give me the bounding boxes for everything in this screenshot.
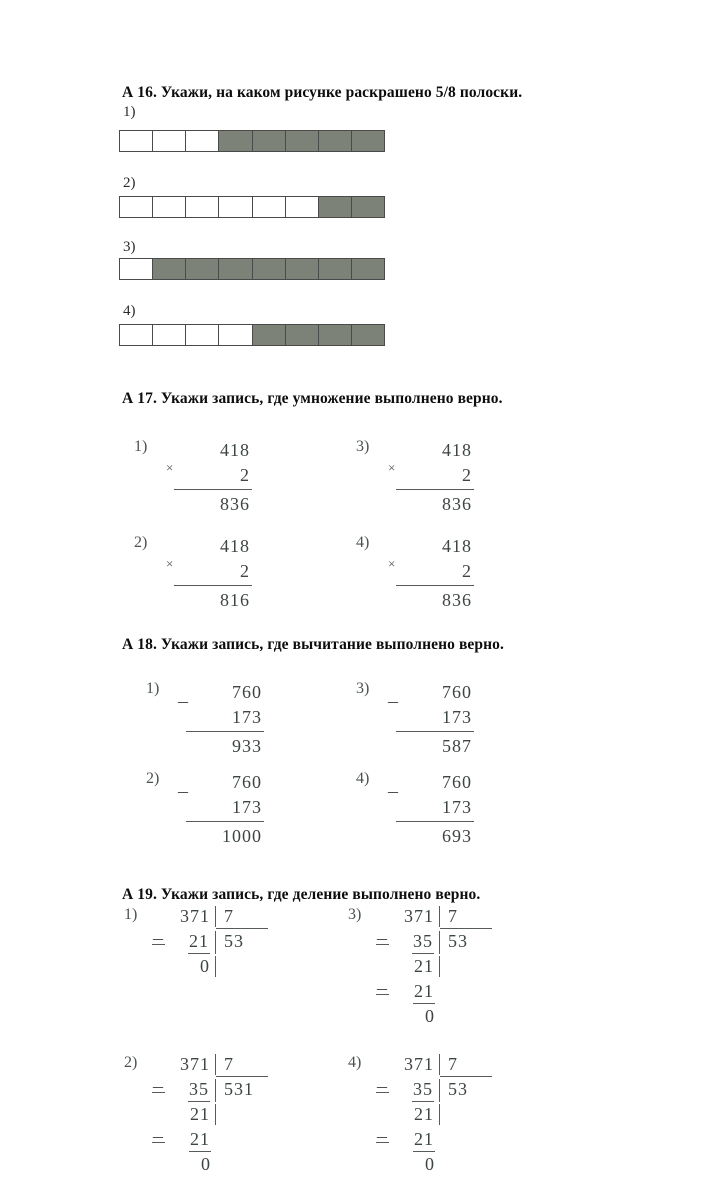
strip-cell-filled	[319, 131, 352, 151]
sub-rule-3	[396, 731, 474, 732]
division-divisor: 7	[216, 906, 268, 929]
mult-operand2-4: 2	[462, 561, 472, 581]
minus-icon: –	[377, 1125, 388, 1147]
minus-icon: –	[153, 927, 164, 949]
strip-cell-filled	[153, 259, 186, 279]
division-step-value: 21	[382, 1104, 440, 1125]
strip-cell-filled	[286, 131, 319, 151]
long-division	[153, 906, 268, 981]
strip-cell-empty	[153, 197, 186, 217]
div-option-1-label: 1)	[124, 906, 138, 923]
sub-operand1-3: 760	[442, 682, 472, 702]
strip-cell-filled	[253, 325, 286, 345]
strip-cell-empty	[120, 197, 153, 217]
multiply-operator-3: ×	[388, 460, 396, 475]
strip-cell-filled	[352, 131, 384, 151]
division-step-value: – 35	[382, 931, 440, 954]
strip-cell-filled	[286, 259, 319, 279]
division-step-value: 0	[425, 1006, 435, 1026]
question-a19-heading: А 19. Укажи запись, где деление выполнено верно.	[122, 886, 481, 903]
sub-option-4-label: 4)	[356, 770, 370, 787]
div-option-3-label: 3)	[348, 906, 362, 923]
strip-option-label-3: 3)	[123, 239, 136, 255]
strip-cell-empty	[120, 325, 153, 345]
division-quotient: 53	[448, 1079, 468, 1099]
division-step-value: 21	[158, 1104, 216, 1125]
strip-cell-filled	[219, 131, 252, 151]
strip-option-2[interactable]	[119, 196, 385, 218]
multiply-operator-4: ×	[388, 556, 396, 571]
sub-rule-4	[396, 821, 474, 822]
strip-option-label-1: 1)	[123, 104, 136, 120]
long-division	[377, 1054, 492, 1179]
minus-icon: –	[377, 1075, 388, 1097]
strip-cell-filled	[186, 259, 219, 279]
minus-icon: –	[153, 1125, 164, 1147]
multiply-operator-2: ×	[166, 556, 174, 571]
mult-rule-2	[174, 585, 252, 586]
strip-option-1[interactable]	[119, 130, 385, 152]
mult-option-4-label: 4)	[356, 534, 370, 551]
multiply-operator-1: ×	[166, 460, 174, 475]
division-step-value: 21	[382, 956, 440, 977]
subtract-operator-3: –	[388, 690, 398, 712]
strip-cell-filled	[319, 325, 352, 345]
mult-operand1-4: 418	[442, 536, 472, 556]
sub-option-3-label: 3)	[356, 680, 370, 697]
sub-operand1-4: 760	[442, 772, 472, 792]
division-quotient: 53	[224, 931, 244, 951]
mult-result-1: 836	[220, 494, 250, 514]
mult-rule-4	[396, 585, 474, 586]
minus-icon: –	[153, 1075, 164, 1097]
mult-option-3-label: 3)	[356, 438, 370, 455]
division-quotient: 53	[448, 931, 468, 951]
division-step-value: – 21	[158, 931, 216, 954]
division-step-value: 0	[425, 1154, 435, 1174]
sub-result-2: 1000	[222, 826, 262, 846]
question-a17-heading: А 17. Укажи запись, где умножение выполнено верно.	[122, 390, 503, 407]
division-step-value: 0	[201, 1154, 211, 1174]
sub-rule-1	[186, 731, 264, 732]
subtract-operator-1: –	[178, 690, 188, 712]
strip-cell-empty	[120, 259, 153, 279]
mult-result-3: 836	[442, 494, 472, 514]
sub-result-3: 587	[442, 736, 472, 756]
strip-cell-filled	[319, 259, 352, 279]
division-dividend: 371	[158, 1054, 216, 1075]
sub-operand1-2: 760	[232, 772, 262, 792]
mult-operand2-1: 2	[240, 465, 250, 485]
strip-cell-empty	[253, 197, 286, 217]
subtract-operator-4: –	[388, 780, 398, 802]
strip-cell-empty	[120, 131, 153, 151]
sub-rule-2	[186, 821, 264, 822]
mult-operand2-2: 2	[240, 561, 250, 581]
strip-cell-empty	[186, 325, 219, 345]
strip-option-label-2: 2)	[123, 175, 136, 191]
strip-option-4[interactable]	[119, 324, 385, 346]
strip-cell-filled	[286, 325, 319, 345]
strip-cell-filled	[253, 259, 286, 279]
strip-cell-filled	[352, 197, 384, 217]
sub-result-4: 693	[442, 826, 472, 846]
mult-result-2: 816	[220, 590, 250, 610]
strip-cell-empty	[153, 325, 186, 345]
sub-operand1-1: 760	[232, 682, 262, 702]
mult-option-2-label: 2)	[134, 534, 148, 551]
strip-cell-filled	[253, 131, 286, 151]
mult-operand2-3: 2	[462, 465, 472, 485]
division-step-value: – 21	[382, 981, 440, 1004]
strip-cell-empty	[186, 197, 219, 217]
division-step-value: – 35	[158, 1079, 216, 1102]
strip-cell-filled	[219, 259, 252, 279]
mult-rule-1	[174, 489, 252, 490]
division-dividend: 371	[382, 906, 440, 927]
strip-cell-empty	[186, 131, 219, 151]
sub-operand2-1: 173	[232, 707, 262, 727]
division-step-value: – 21	[158, 1129, 216, 1152]
mult-rule-3	[396, 489, 474, 490]
sub-option-1-label: 1)	[146, 680, 160, 697]
division-step-value: – 21	[382, 1129, 440, 1152]
subtract-operator-2: –	[178, 780, 188, 802]
strip-cell-empty	[219, 325, 252, 345]
mult-result-4: 836	[442, 590, 472, 610]
mult-operand1-3: 418	[442, 440, 472, 460]
div-option-4-label: 4)	[348, 1054, 362, 1071]
minus-icon: –	[377, 977, 388, 999]
division-step-value: 0	[158, 956, 216, 977]
strip-cell-filled	[319, 197, 352, 217]
strip-cell-empty	[286, 197, 319, 217]
question-a18-heading: А 18. Укажи запись, где вычитание выполнено верно.	[122, 636, 504, 653]
long-division	[377, 906, 492, 1031]
strip-cell-empty	[153, 131, 186, 151]
division-quotient: 531	[224, 1079, 254, 1099]
div-option-2-label: 2)	[124, 1054, 138, 1071]
sub-operand2-2: 173	[232, 797, 262, 817]
division-step-value: – 35	[382, 1079, 440, 1102]
minus-icon: –	[377, 927, 388, 949]
long-division	[153, 1054, 268, 1179]
sub-operand2-4: 173	[442, 797, 472, 817]
mult-operand1-2: 418	[220, 536, 250, 556]
sub-option-2-label: 2)	[146, 770, 160, 787]
division-divisor: 7	[216, 1054, 268, 1077]
strip-cell-empty	[219, 197, 252, 217]
sub-operand2-3: 173	[442, 707, 472, 727]
strip-option-label-4: 4)	[123, 303, 136, 319]
mult-option-1-label: 1)	[134, 438, 148, 455]
mult-operand1-1: 418	[220, 440, 250, 460]
sub-result-1: 933	[232, 736, 262, 756]
strip-cell-filled	[352, 325, 384, 345]
strip-option-3[interactable]	[119, 258, 385, 280]
division-divisor: 7	[440, 906, 492, 929]
division-dividend: 371	[382, 1054, 440, 1075]
question-a16-heading: А 16. Укажи, на каком рисунке раскрашено 5/8 полоски.	[122, 84, 523, 101]
division-divisor: 7	[440, 1054, 492, 1077]
strip-cell-filled	[352, 259, 384, 279]
division-dividend: 371	[158, 906, 216, 927]
